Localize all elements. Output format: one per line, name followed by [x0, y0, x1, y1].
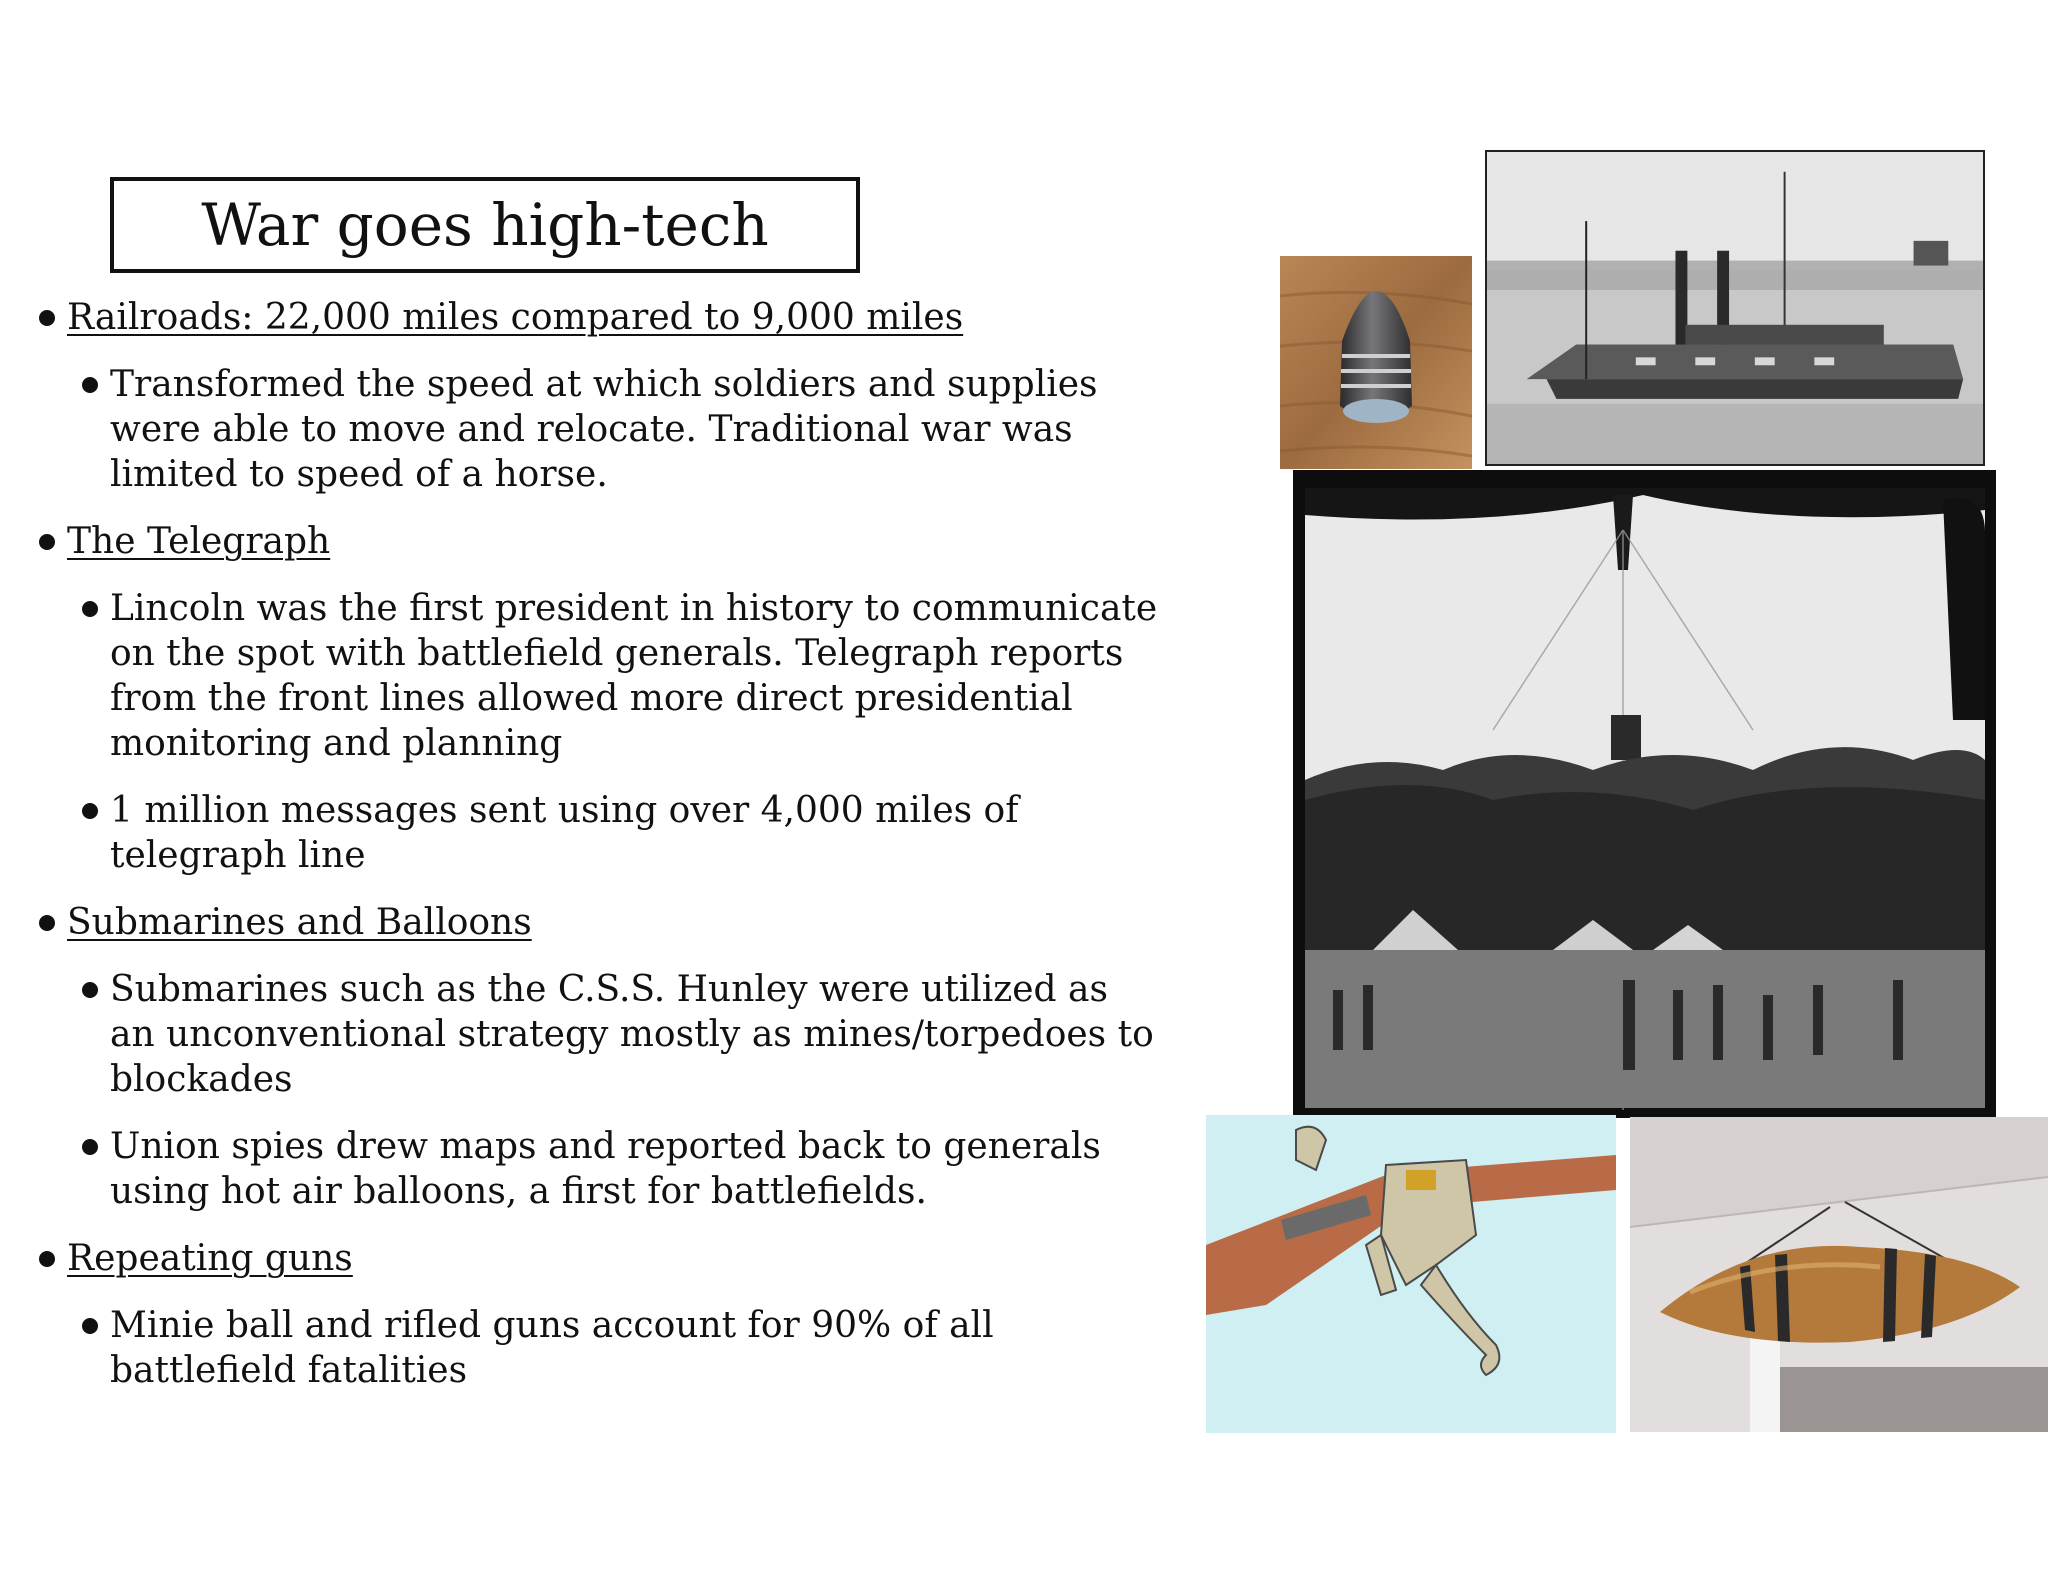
section-heading: The Telegraph — [67, 521, 331, 562]
sub-point — [36, 788, 1160, 878]
sub-point — [36, 586, 1160, 766]
bullet-dot-icon — [82, 803, 98, 819]
observation-balloon-photo — [1293, 470, 1996, 1118]
section-heading: Railroads: 22,000 miles compared to 9,000 miles — [67, 297, 964, 338]
sub-point-text: Submarines such as the C.S.S. Hunley were utilized as an unconventional strategy mostly as mines/torpedoes to blockades — [110, 969, 1154, 1100]
sub-point-text: Transformed the speed at which soldiers and supplies were able to move and relocate. Traditional war was limited to speed of a horse. — [110, 364, 1098, 495]
sub-point-text: Union spies drew maps and reported back to generals using hot air balloons, a first for battlefields. — [110, 1126, 1101, 1212]
bullet-dot-icon — [39, 534, 55, 550]
section-repeating-guns — [36, 1236, 1166, 1281]
slide-title: War goes high-tech — [201, 191, 769, 259]
sub-point-text: Lincoln was the first president in history to communicate on the spot with battlefield generals. Telegraph reports from the front lines allowed more direct presidential monitoring and planning — [110, 588, 1158, 764]
sub-point-text: Minie ball and rifled guns account for 90% of all battlefield fatalities — [110, 1305, 994, 1391]
section-telegraph — [36, 519, 1166, 564]
section-heading: Repeating guns — [67, 1238, 353, 1279]
bullet-dot-icon — [82, 982, 98, 998]
ironclad-ship-photo — [1485, 150, 1985, 466]
sub-point-text: 1 million messages sent using over 4,000 miles of telegraph line — [110, 790, 1019, 876]
minie-ball-photo — [1280, 256, 1472, 469]
bullet-dot-icon — [82, 601, 98, 617]
bullet-dot-icon — [82, 377, 98, 393]
bullet-dot-icon — [39, 310, 55, 326]
bullet-dot-icon — [82, 1139, 98, 1155]
barrel-torpedo-photo — [1630, 1117, 2048, 1432]
section-heading: Submarines and Balloons — [67, 902, 532, 943]
section-submarines-balloons — [36, 900, 1166, 945]
bullet-dot-icon — [82, 1318, 98, 1334]
sub-point — [36, 362, 1160, 497]
repeating-rifle-illustration — [1206, 1115, 1616, 1433]
title-box — [110, 177, 860, 273]
sub-point — [36, 967, 1160, 1102]
bullet-list — [36, 295, 1166, 1415]
bullet-dot-icon — [39, 1251, 55, 1267]
bullet-dot-icon — [39, 915, 55, 931]
sub-point — [36, 1303, 1160, 1393]
sub-point — [36, 1124, 1160, 1214]
section-railroads — [36, 295, 1166, 340]
